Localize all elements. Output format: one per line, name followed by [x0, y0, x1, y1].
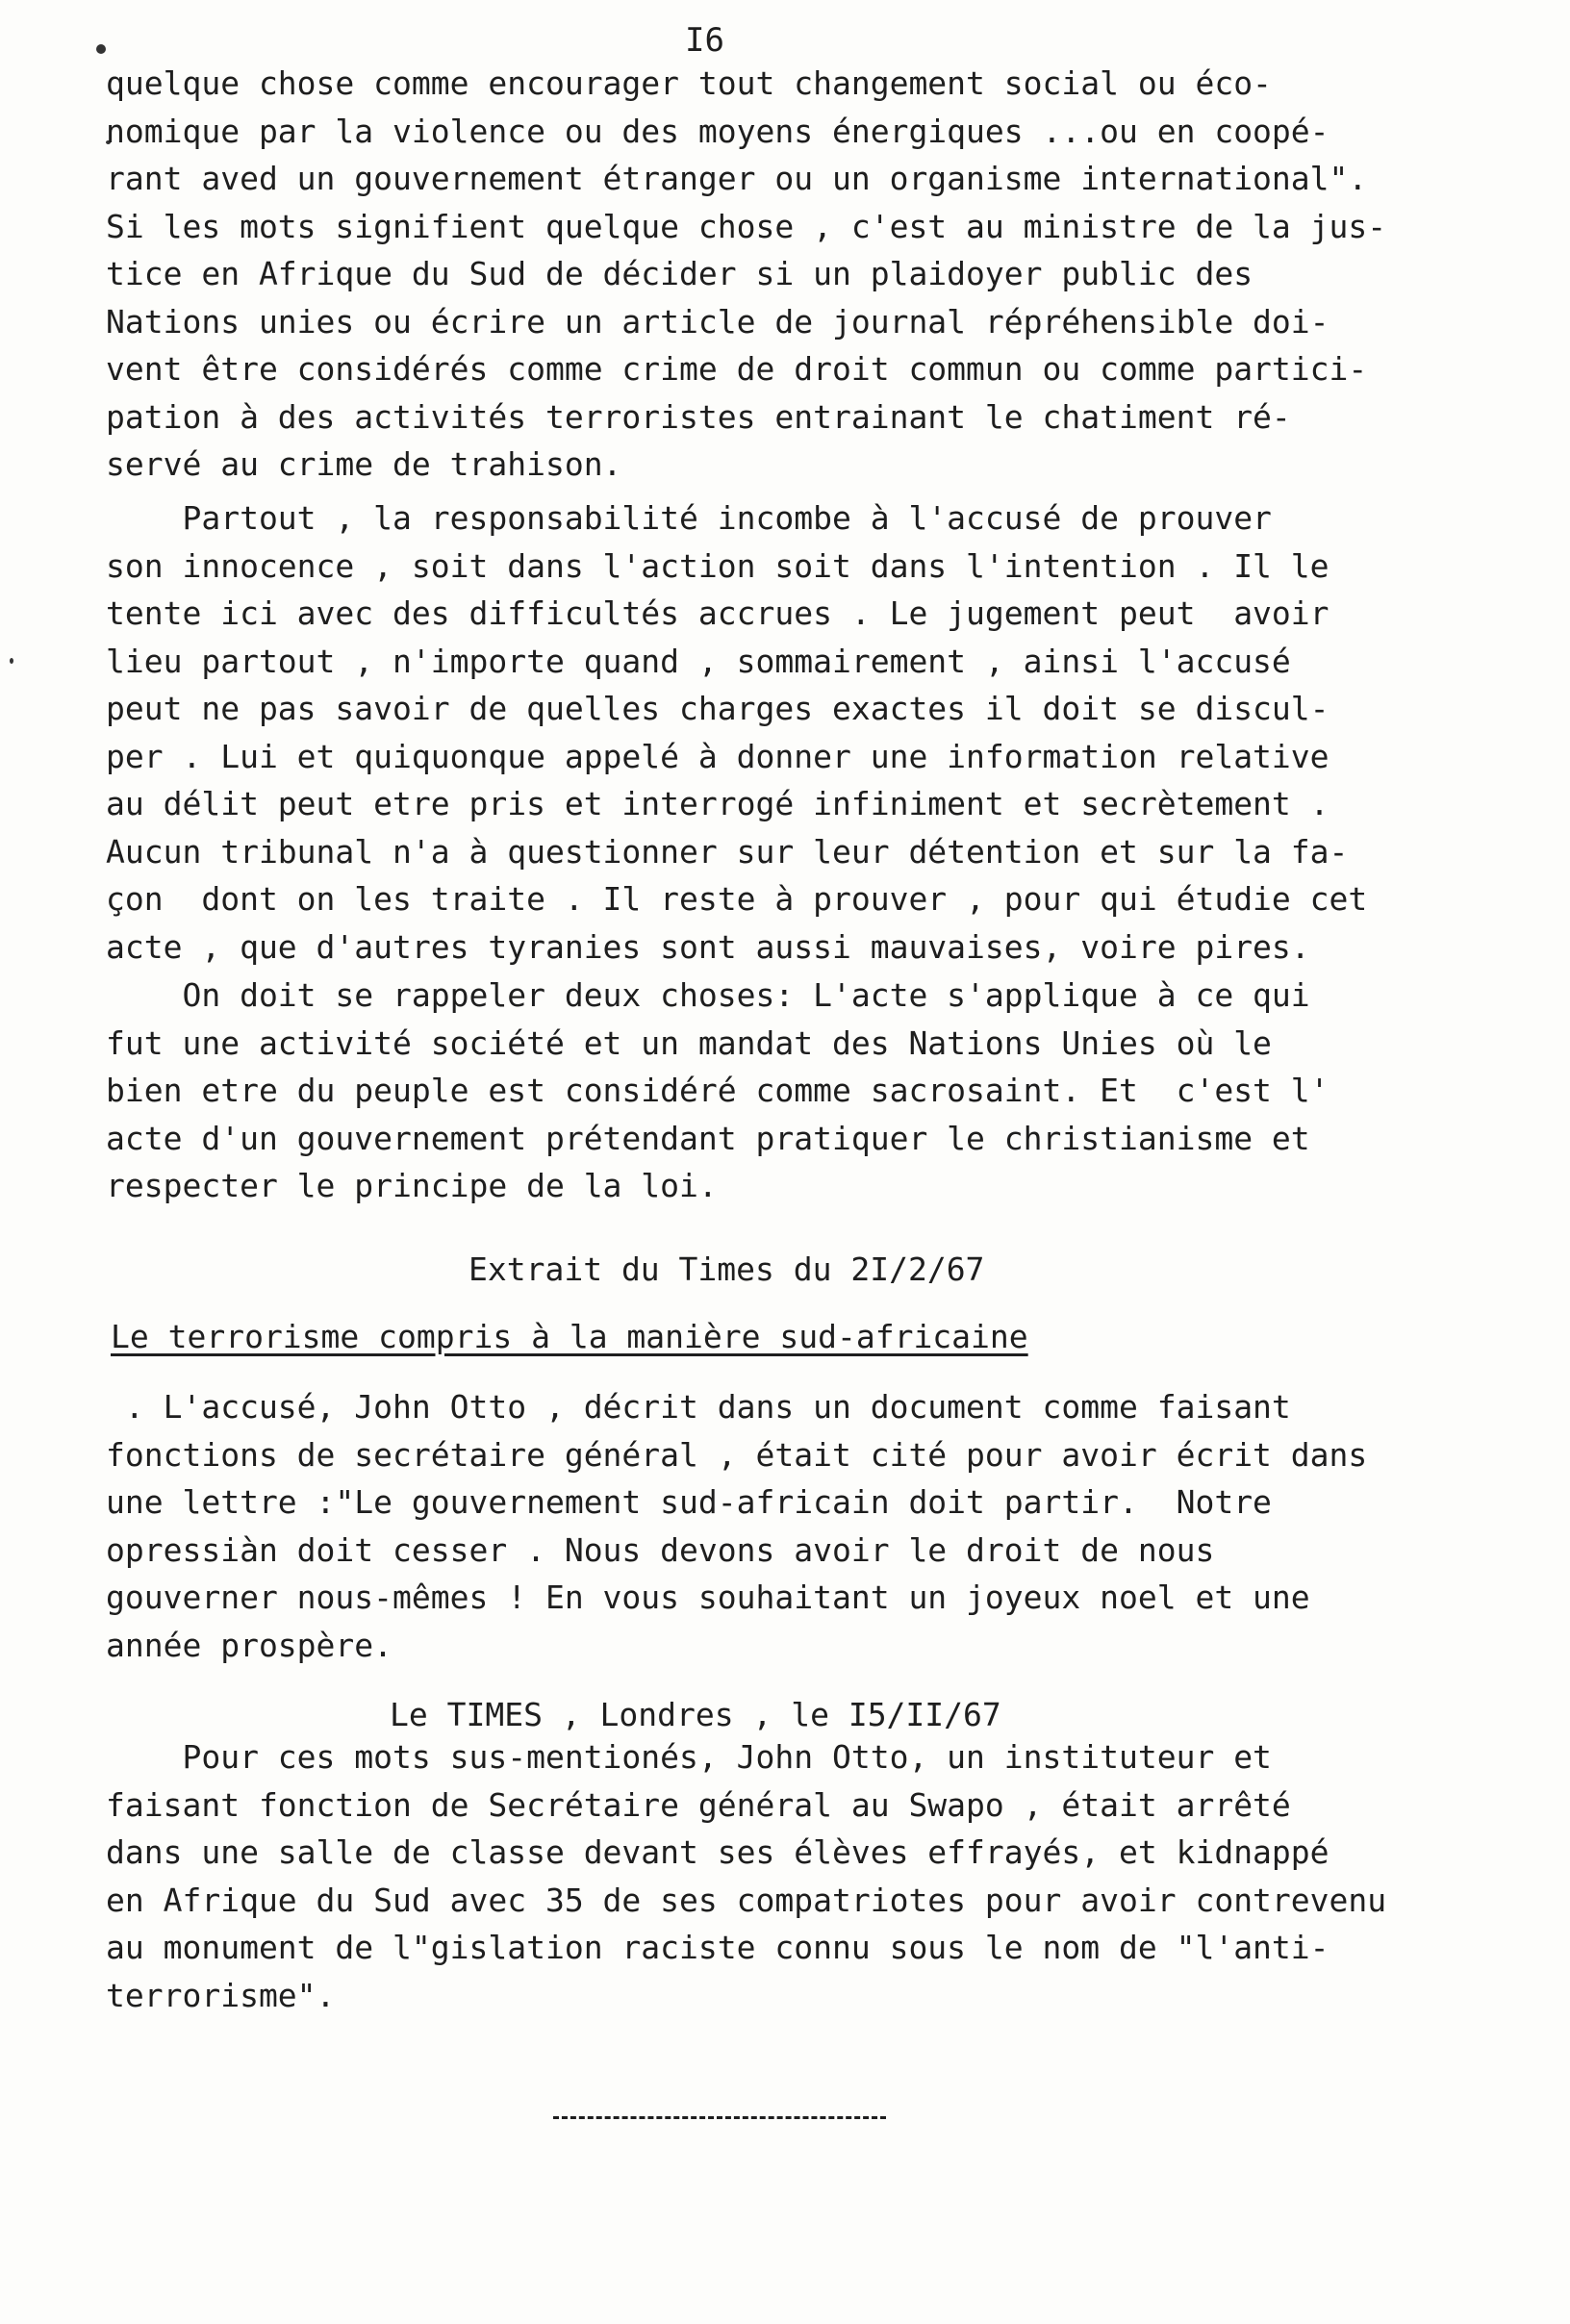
text-line: tente ici avec des difficultés accrues . Le jugement peut avoir [106, 594, 1329, 632]
text-line: acte d'un gouvernement prétendant pratiquer le christianisme et [106, 1119, 1310, 1157]
paragraph-otto [106, 1733, 1453, 2019]
text-line: fonctions de secrétaire général , était cité pour avoir écrit dans [106, 1435, 1368, 1474]
text-line: gouverner nous-mêmes ! En vous souhaitant un joyeux noel et une [106, 1579, 1310, 1616]
text-line: opressiàn doit cesser . Nous devons avoir le droit de nous [106, 1530, 1215, 1569]
text-line: servé au crime de trahison. [106, 445, 622, 483]
page-number: I6 [685, 21, 724, 60]
text-line: On doit se rappeler deux choses: L'acte s'applique à ce qui [106, 976, 1310, 1014]
paragraph-accuse [106, 1383, 1453, 1669]
text-line: fut une activité société et un mandat des Nations Unies où le [106, 1023, 1272, 1062]
text-line: son innocence , soit dans l'action soit dans l'intention . Il le [106, 546, 1329, 585]
ink-speck [96, 44, 106, 54]
text-line: rant aved un gouvernement étranger ou un organisme international". [106, 160, 1368, 197]
text-line: . L'accusé, John Otto , décrit dans un document comme faisant [106, 1388, 1291, 1426]
text-line: au délit peut etre pris et interrogé infiniment et secrètement . [106, 785, 1329, 822]
text-line: acte , que d'autres tyranies sont aussi mauvaises, voire pires. [106, 927, 1310, 966]
text-line: en Afrique du Sud avec 35 de ses compatriotes pour avoir contrevenu [106, 1881, 1387, 1919]
paragraph-continued [106, 60, 1453, 489]
text-line: respecter le principe de la loi. [106, 1167, 718, 1204]
source-citation: Le TIMES , Londres , le I5/II/67 [390, 1696, 1001, 1733]
text-line: tice en Afrique du Sud de décider si un plaidoyer public des [106, 255, 1253, 292]
text-line: peut ne pas savoir de quelles charges exactes il doit se discul- [106, 690, 1329, 727]
text-line: per . Lui et quiquonque appelé à donner une information relative [106, 737, 1329, 775]
source-citation: Extrait du Times du 2I/2/67 [468, 1250, 985, 1288]
text-line: Pour ces mots sus-mentionés, John Otto, un instituteur et [106, 1738, 1272, 1776]
text-line: Si les mots signifient quelque chose , c'est au ministre de la jus- [106, 207, 1387, 245]
ink-speck [10, 658, 13, 664]
text-line: quelque chose comme encourager tout changement social ou éco- [106, 64, 1272, 102]
text-line: lieu partout , n'importe quand , sommairement , ainsi l'accusé [106, 642, 1291, 680]
text-line: vent être considérés comme crime de droit commun ou comme partici- [106, 350, 1368, 388]
text-line: Partout , la responsabilité incombe à l'accusé de prouver [106, 499, 1272, 537]
text-line: faisant fonction de Secrétaire général au Swapo , était arrêté [106, 1785, 1291, 1824]
paragraph-partout [106, 494, 1453, 971]
paragraph-rappel [106, 972, 1453, 1210]
text-line: année prospère. [106, 1626, 393, 1664]
text-line: au monument de l"gislation raciste connu sous le nom de "l'anti- [106, 1929, 1329, 1966]
section-heading: Le terrorisme compris à la manière sud-africaine [111, 1318, 1028, 1355]
closing-separator-rule [553, 2116, 886, 2119]
text-line: nomique par la violence ou des moyens énergiques ...ou en coopé- [106, 112, 1329, 150]
text-line: Aucun tribunal n'a à questionner sur leur détention et sur la fa- [106, 832, 1349, 871]
text-line: une lettre :"Le gouvernement sud-africain doit partir. Notre [106, 1483, 1272, 1521]
text-line: Nations unies ou écrire un article de journal répréhensible doi- [106, 302, 1329, 341]
text-line: bien etre du peuple est considéré comme sacrosaint. Et c'est l' [106, 1072, 1329, 1109]
text-line: dans une salle de classe devant ses élèves effrayés, et kidnappé [106, 1833, 1329, 1871]
text-line: terrorisme". [106, 1976, 336, 2014]
text-line: pation à des activités terroristes entrainant le chatiment ré- [106, 397, 1291, 436]
text-line: çon dont on les traite . Il reste à prouver , pour qui étudie cet [106, 880, 1368, 918]
